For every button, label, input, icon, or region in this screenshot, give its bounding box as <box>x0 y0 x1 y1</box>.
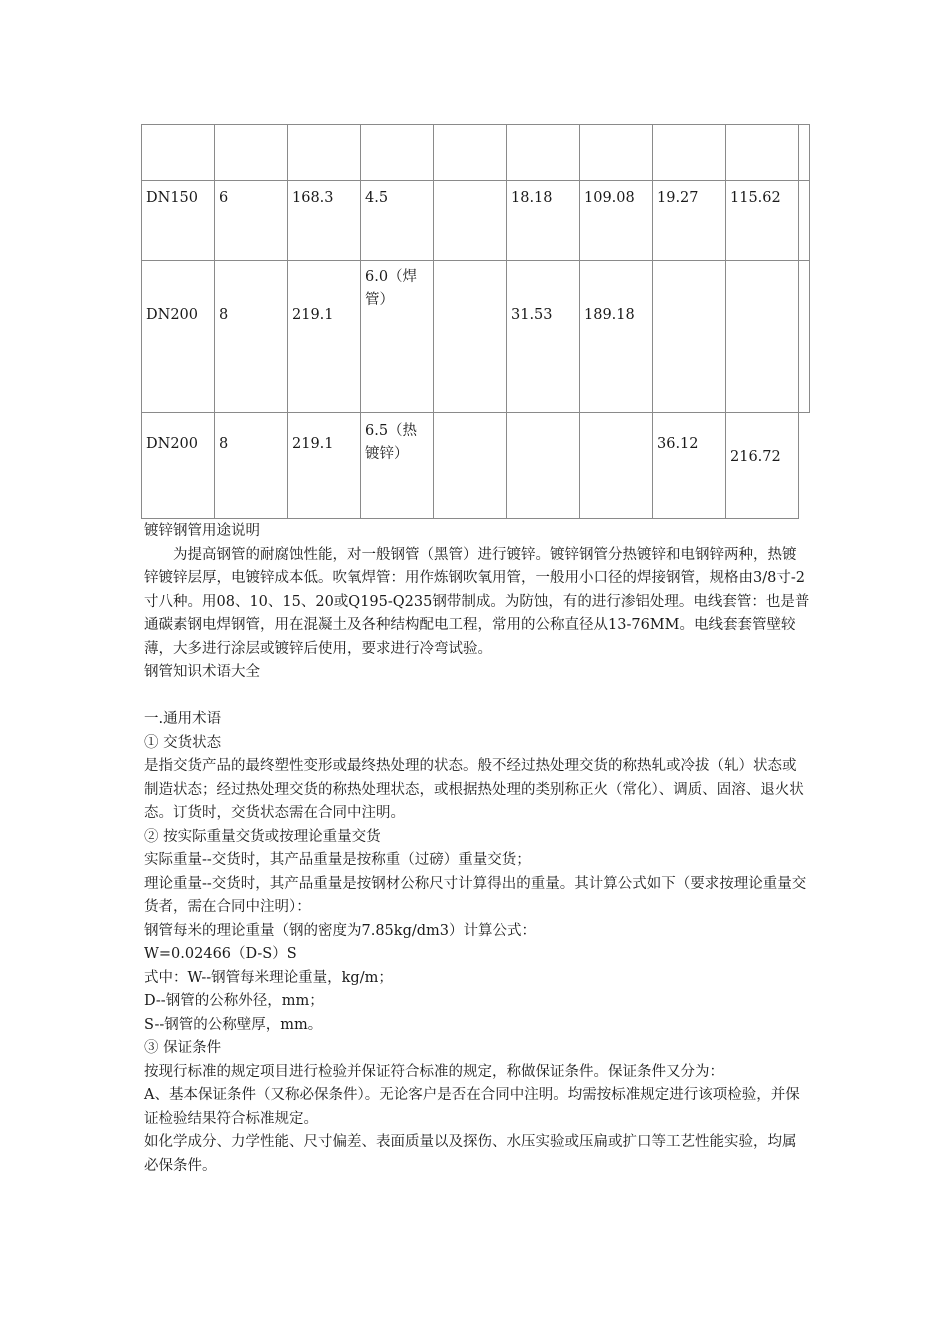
document-body <box>144 520 810 1178</box>
table-cell: DN150 <box>146 190 198 206</box>
table-cell: 8 <box>219 436 229 452</box>
table-cell: 219.1 <box>292 307 334 323</box>
section-heading: 一.通用术语 <box>144 711 222 727</box>
row-divider <box>141 180 810 181</box>
table-cell: 6.5（热镀锌） <box>365 423 418 462</box>
row-divider <box>141 260 810 261</box>
table-cell: DN200 <box>146 307 198 323</box>
table-cell: 219.1 <box>292 436 334 452</box>
item-title: ③ 保证条件 <box>144 1040 222 1056</box>
table-border-left <box>141 124 142 519</box>
formula-legend: S--钢管的公称壁厚，mm。 <box>144 1016 323 1033</box>
column-divider <box>725 124 726 519</box>
item-title: ② 按实际重量交货或按理论重量交货 <box>144 828 381 845</box>
table-cell: 168.3 <box>292 190 334 206</box>
usage-paragraph: 为提高钢管的耐腐蚀性能，对一般钢管（黑管）进行镀锌。镀锌钢管分热镀锌和电钢锌两种，热镀锌镀锌层厚，电镀锌成本低。吹氧焊管：用作炼钢吹氧用管，一般用小口径的焊接钢管，规格由3/8寸-2寸八种。用08、10、15、20或Q195-Q235钢带制成。为防蚀，有的进行渗铝处理。电线套管：也是普通碳素钢电焊钢管，用在混凝土及各种结构配电工程，常用的公称直径从13-76MM。电线套套管壁较薄，大多进行涂层或镀锌后使用，要求进行冷弯试验。 <box>144 546 810 657</box>
usage-heading: 镀锌钢管用途说明 <box>144 523 260 539</box>
table-border-right <box>809 124 810 412</box>
column-divider <box>360 124 361 519</box>
table-cell: 115.62 <box>730 190 781 206</box>
formula-legend: 式中：W--钢管每米理论重量，kg/m； <box>144 969 393 986</box>
table-cell: 109.08 <box>584 190 635 206</box>
formula-intro: 钢管每米的理论重量（钢的密度为7.85kg/dm3）计算公式： <box>144 922 536 939</box>
table-cell: 189.18 <box>584 307 635 323</box>
table-cell: 31.53 <box>511 307 553 323</box>
column-divider <box>579 124 580 519</box>
item-text: 实际重量--交货时，其产品重量是按称重（过磅）重量交货； <box>144 852 531 868</box>
terms-heading: 钢管知识术语大全 <box>144 664 260 680</box>
row-divider <box>141 412 810 413</box>
column-divider <box>433 124 434 519</box>
formula: W=0.02466（D-S）S <box>144 946 297 962</box>
table-cell: 216.72 <box>730 449 781 465</box>
item-text: 按现行标准的规定项目进行检验并保证符合标准的规定，称做保证条件。保证条件又分为： <box>144 1063 724 1080</box>
column-divider <box>287 124 288 519</box>
table-cell: 6.0（焊管） <box>365 269 418 308</box>
column-divider <box>652 124 653 519</box>
table-cell: 6 <box>219 190 229 206</box>
table-border-bottom <box>141 518 799 519</box>
table-cell: DN200 <box>146 436 198 452</box>
item-text: A、基本保证条件（又称必保条件）。无论客户是否在合同中注明。均需按标准规定进行该项检验，并保证检验结果符合标准规定。 <box>144 1087 800 1127</box>
table-cell: 36.12 <box>657 436 699 452</box>
column-divider <box>506 124 507 519</box>
table-cell: 8 <box>219 307 229 323</box>
column-divider <box>214 124 215 519</box>
item-text: 理论重量--交货时，其产品重量是按钢材公称尺寸计算得出的重量。其计算公式如下（要求按理论重量交货者，需在合同中注明）： <box>144 875 807 915</box>
table-cell: 19.27 <box>657 190 699 206</box>
formula-legend: D--钢管的公称外径，mm； <box>144 993 324 1009</box>
table-cell: 4.5 <box>365 190 389 206</box>
column-divider <box>798 124 799 519</box>
item-text: 是指交货产品的最终塑性变形或最终热处理的状态。般不经过热处理交货的称热轧或冷拔（轧）状态或制造状态；经过热处理交货的称热处理状态，或根据热处理的类别称正火（常化）、调质、固溶、退火状态。订货时，交货状态需在合同中注明。 <box>144 758 804 821</box>
item-text: 如化学成分、力学性能、尺寸偏差、表面质量以及探伤、水压实验或压扁或扩口等工艺性能实验，均属必保条件。 <box>144 1134 797 1174</box>
table-border-top <box>141 124 810 125</box>
item-title: ① 交货状态 <box>144 734 222 751</box>
blank-line <box>144 685 810 709</box>
steel-pipe-table <box>141 124 810 519</box>
table-cell: 18.18 <box>511 190 553 206</box>
